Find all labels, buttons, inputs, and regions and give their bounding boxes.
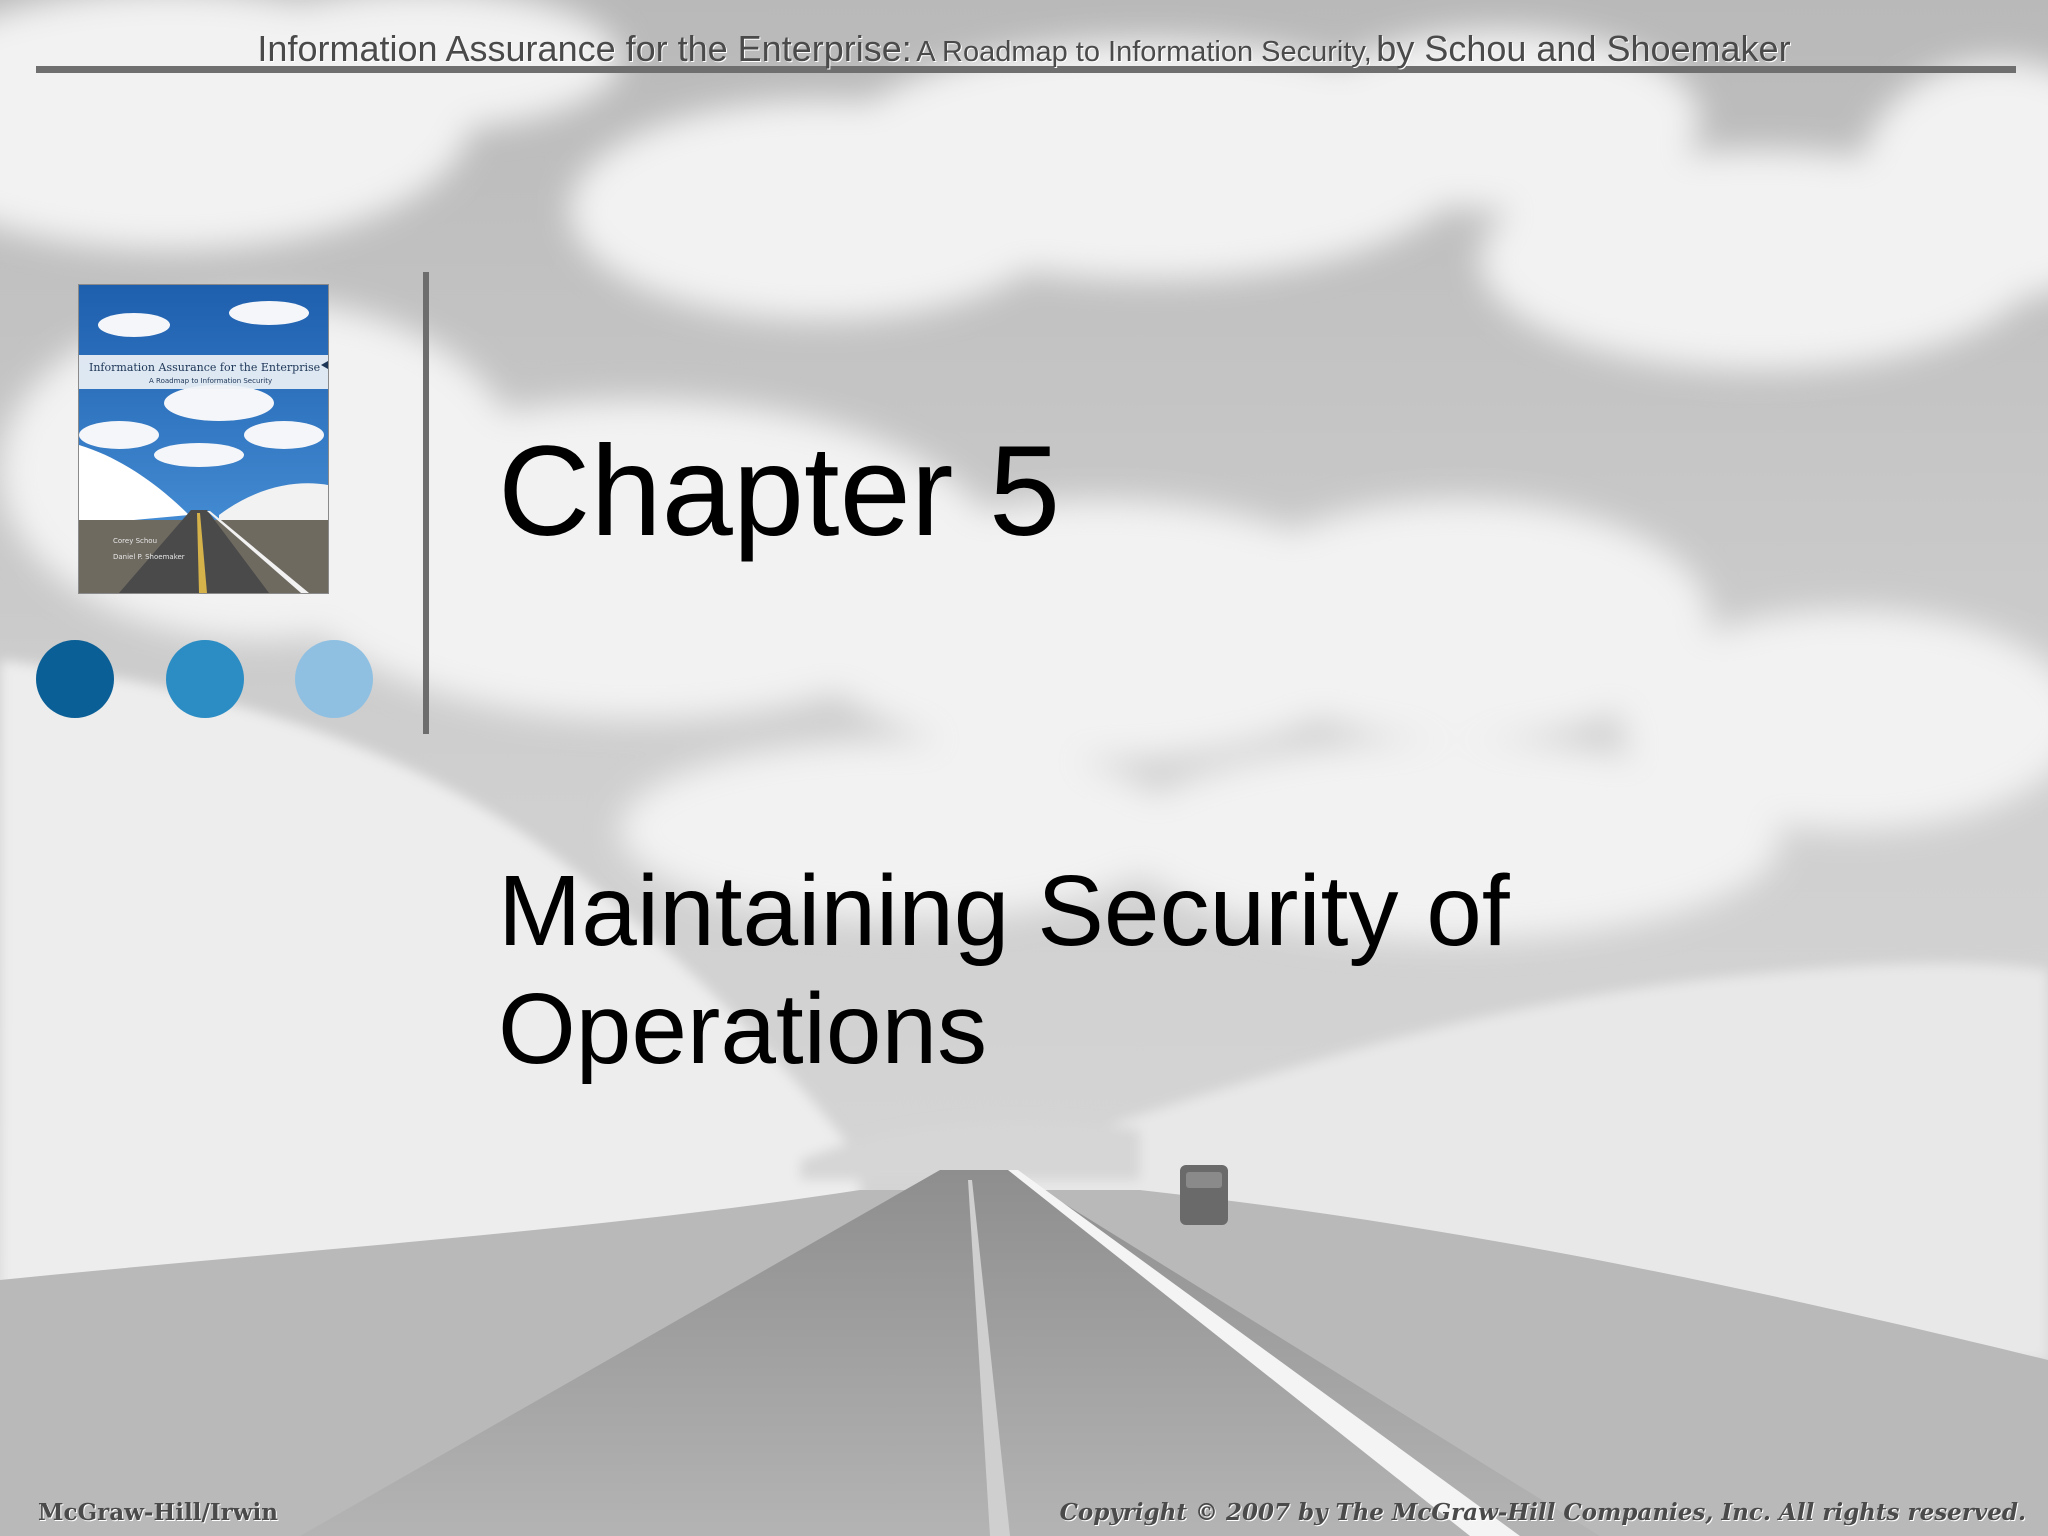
header-book-subtitle: A Roadmap to Information Security, [916, 36, 1372, 68]
cover-title: Information Assurance for the Enterprise [89, 361, 321, 374]
cover-author-1: Corey Schou [113, 537, 158, 545]
book-cover-image [78, 284, 329, 594]
header [0, 28, 2048, 70]
footer-copyright: Copyright © 2007 by The McGraw-Hill Companies, Inc. All rights reserved. [1059, 1499, 2026, 1526]
decorative-dot-light [295, 640, 373, 718]
cover-subtitle: A Roadmap to Information Security [149, 377, 273, 385]
slide-title: Chapter 5 [498, 420, 1061, 563]
decorative-dot-dark [36, 640, 114, 718]
header-authors: by Schou and Shoemaker [1376, 28, 1791, 69]
cover-author-2: Daniel P. Shoemaker [113, 553, 185, 561]
slide-subtitle: Maintaining Security of Operations [498, 855, 1510, 1085]
decorative-dot-medium [166, 640, 244, 718]
vertical-divider [423, 272, 429, 734]
header-book-title: Information Assurance for the Enterprise: [257, 28, 912, 69]
footer-publisher: McGraw-Hill/Irwin [38, 1499, 278, 1526]
